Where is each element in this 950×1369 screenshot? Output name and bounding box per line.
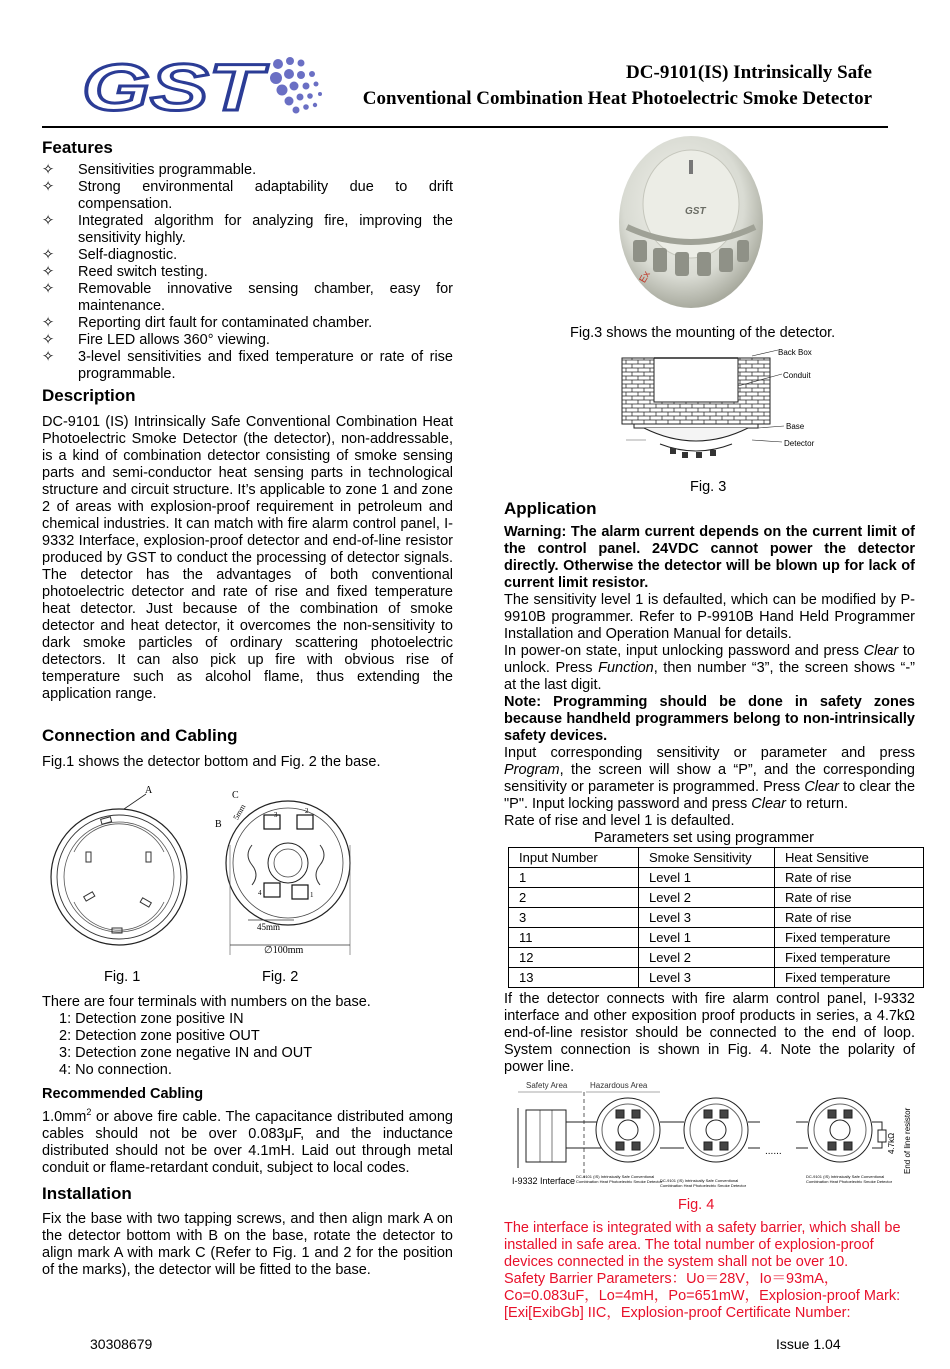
safety-barrier-params: Safety Barrier Parameters：Uo＝28V，Io＝93mA，Co=0.083uF，Lo=4mH，Po=651mW，Explosion-proof Mark: [Exi[ExibGb] IIC，Explosion-proof Certificate Number:	[504, 1271, 901, 1321]
features-heading: Features	[42, 138, 113, 157]
list-item: 2: Detection zone positive OUT	[59, 1028, 260, 1044]
fig3-caption: Fig.3 shows the mounting of the detector.	[570, 325, 836, 341]
connection-intro: Fig.1 shows the detector bottom and Fig. 2 the base.	[42, 754, 381, 770]
terminals-section	[42, 994, 453, 1279]
bullet-icon: ✧	[42, 281, 55, 297]
list-item: ✧ Fire LED allows 360° viewing.	[42, 332, 270, 348]
description-text: DC-9101 (IS) Intrinsically Safe Conventional Combination Heat Photoelectric Smoke Detector (the detector), non-addressable, is a kind of combination detector consisting of smoke sensing parts and semi-conductor heat sensing parts in technological structure and circuit structure. It’s applicable to zone 1 and zone 2 of areas with explosion-proof requirement in petroleum and chemical industries. It can match with fire alarm control panel, I-9332 Interface, explosion-proof detector and end-of-line resistor produced by GST to conduct the processing of detector signals. The detector has the advantages of both conventional photoelectric detector and rate of rise and fixed temperature heat detector. Just because of the combination of smoke detector and heat detector, it overcomes the non-sensitivity to dark smoke particles of ordinary scattering photoelectric detectors. It can also pick up fire with obvious rise of temperature such as alcohol flame, thus extending the application range.	[42, 414, 453, 702]
list-item: 3: Detection zone negative IN and OUT	[59, 1045, 313, 1061]
table-cell: Fixed temperature	[775, 968, 924, 988]
table-cell: 13	[509, 968, 639, 988]
table-row	[509, 868, 924, 888]
application-heading: Application	[504, 499, 597, 518]
fig3-label-detector: Detector	[784, 439, 815, 448]
table-cell: 3	[509, 908, 639, 928]
connection-heading: Connection and Cabling	[42, 726, 238, 745]
table-cell: Rate of rise	[775, 868, 924, 888]
params-table-caption: Parameters set using programmer	[594, 830, 814, 846]
bullet-icon: ✧	[42, 179, 55, 195]
list-item: 1: Detection zone positive IN	[59, 1011, 244, 1027]
bullet-icon: ✧	[42, 247, 55, 263]
table-cell: Rate of rise	[775, 908, 924, 928]
header-rule	[42, 126, 888, 128]
fig2-mark-b: B	[215, 819, 222, 830]
fig2-mark-c: C	[232, 790, 239, 801]
fig3-label: Fig. 3	[690, 479, 727, 495]
document-title	[363, 60, 872, 112]
table-header-cell: Input Number	[509, 848, 639, 868]
fig4-detector-1	[596, 1098, 660, 1162]
fig4-det2-label-1: DC-9101 (IS) Intrinsically Safe Conventional	[660, 1178, 739, 1183]
application-p1: The sensitivity level 1 is defaulted, which can be modified by P-9910B programmer. Refer to P-9910B Hand Held Programmer Installation and Operation Manual for details.	[504, 592, 915, 642]
fig4-hazardous-area: Hazardous Area	[590, 1081, 648, 1090]
fig4-det3-label-2: Combination Heat Photoelectric Smoke Detector	[806, 1179, 893, 1184]
application-note: Note: Programming should be done in safety zones because handheld programmers belong to non-intrinsically safety devices.	[504, 694, 915, 744]
fig4-safety-area: Safety Area	[526, 1081, 568, 1090]
fig4-interface-label: I-9332 Interface	[512, 1176, 576, 1186]
terminal-number-2: 2	[305, 807, 309, 815]
list-item: ✧ Reporting dirt fault for contaminated chamber.	[42, 315, 373, 331]
photo-brand-text: GST	[685, 206, 706, 217]
fig1-label: Fig. 1	[104, 969, 141, 985]
bullet-icon: ✧	[42, 332, 55, 348]
fig1-mark-a: A	[145, 785, 153, 796]
title-line-2: Conventional Combination Heat Photoelectric Smoke Detector	[362, 88, 872, 109]
photo-ex-text: Ex	[637, 269, 653, 285]
list-item: ✧ Removable innovative sensing chamber, easy for maintenance.	[42, 281, 453, 314]
table-cell: Fixed temperature	[775, 948, 924, 968]
table-cell: Level 1	[639, 868, 775, 888]
list-item: ✧ Sensitivities programmable.	[42, 162, 257, 178]
fig4-ellipsis: ......	[765, 1146, 782, 1157]
fig3-label-conduit: Conduit	[783, 371, 811, 380]
issue-number: Issue 1.04	[776, 1336, 841, 1352]
fig4-detector-2	[684, 1098, 748, 1162]
table-header-cell: Smoke Sensitivity	[639, 848, 775, 868]
table-cell: Level 1	[639, 928, 775, 948]
list-item: 4: No connection.	[59, 1062, 172, 1078]
features-section	[42, 137, 453, 383]
application-section	[504, 498, 915, 830]
safety-barrier-text: The interface is integrated with a safety barrier, which shall be installed in safe area. The total number of explosion-proof devices connected in the system shall not be over 10.	[504, 1220, 901, 1270]
terminals-intro: There are four terminals with numbers on the base.	[42, 994, 371, 1010]
fig4-system-diagram	[510, 1078, 920, 1190]
list-item: ✧ 3-level sensitivities and fixed temperature or rate of rise programmable.	[42, 349, 453, 382]
table-row	[509, 908, 924, 928]
connection-section	[42, 725, 453, 771]
safety-barrier-section	[504, 1220, 915, 1322]
bullet-icon: ✧	[42, 213, 55, 229]
table-cell: Level 3	[639, 968, 775, 988]
fig2-label: Fig. 2	[262, 969, 299, 985]
table-row	[509, 888, 924, 908]
application-p4: Rate of rise and level 1 is defaulted.	[504, 813, 735, 829]
bullet-icon: ✧	[42, 349, 55, 365]
fig4-detector-3	[808, 1098, 872, 1162]
fig2-dim-5mm: 5mm	[231, 802, 248, 822]
terminal-number-1: 1	[310, 891, 314, 899]
terminal-number-4: 4	[258, 889, 262, 897]
fig4-det2-label-2: Combination Heat Photoelectric Smoke Detector	[660, 1183, 747, 1188]
fig4-det1-label-2: Combination Heat Photoelectric Smoke Detector	[576, 1179, 663, 1184]
terminal-number-3: 3	[274, 811, 278, 819]
fig3-label-base: Base	[786, 422, 805, 431]
application-p3: Input corresponding sensitivity or parameter and press Program, the screen will show a “P”, and the corresponding sensitivity or parameter is programmed. Press Clear to clear the "P". Input locking password and press Clear to return.	[504, 745, 916, 812]
title-line-1: DC-9101(IS) Intrinsically Safe	[626, 62, 872, 83]
table-cell: Level 3	[639, 908, 775, 928]
fig3-mounting-diagram	[620, 344, 820, 472]
params-table	[508, 847, 924, 988]
fig4-det1-label-1: DC-9101 (IS) Intrinsically Safe Conventional	[576, 1174, 655, 1179]
table-cell: 12	[509, 948, 639, 968]
terminal-list	[42, 1011, 453, 1079]
fig4-resistor: 4.7kΩ	[887, 1132, 896, 1154]
cabling-text: $1.0mm^2$ or above fire cable. The capacitance distributed among cables should not be over 0.083μF, and the inductance distributed should not be over 4.1mH. Laid out through metal conduit or flame-retardant conduit, subject to local codes.	[42, 1107, 453, 1176]
table-cell: Rate of rise	[775, 888, 924, 908]
fig4-det3-label-1: DC-9101 (IS) Intrinsically Safe Conventional	[806, 1174, 885, 1179]
application-warning: Warning: The alarm current depends on the current limit of the control panel. 24VDC cannot power the detector directly. Otherwise the detector will be blown up for lack of current limit resistor.	[504, 524, 915, 591]
table-cell: Level 2	[639, 948, 775, 968]
fig4-label: Fig. 4	[678, 1197, 715, 1213]
fig4-end-of-line: End of line resistor	[903, 1107, 912, 1174]
table-cell: Fixed temperature	[775, 928, 924, 948]
application-p2: In power-on state, input unlocking password and press Clear to unlock. Press Function, then number “3”, the screen shows “-” at the last digit.	[504, 643, 915, 693]
table-header-cell: Heat Sensitive	[775, 848, 924, 868]
installation-text: Fix the base with two tapping screws, and then align mark A on the detector bottom with B on the base, rotate the detector to align mark A with mark C (Refer to Fig. 1 and 2 for the position of the marks), the detector will be fitted to the base.	[42, 1211, 453, 1278]
bullet-icon: ✧	[42, 264, 55, 280]
table-cell: 11	[509, 928, 639, 948]
doc-number: 30308679	[90, 1336, 153, 1352]
fig1-detector-bottom	[46, 782, 196, 952]
installation-heading: Installation	[42, 1184, 132, 1203]
cabling-heading: Recommended Cabling	[42, 1086, 204, 1102]
list-item: ✧ Self-diagnostic.	[42, 247, 178, 263]
detector-photo	[617, 132, 765, 310]
logo-dots-icon	[270, 57, 322, 114]
gst-logo	[82, 52, 330, 122]
bullet-icon: ✧	[42, 162, 55, 178]
table-cell: 1	[509, 868, 639, 888]
fig3-label-back-box: Back Box	[778, 348, 812, 357]
fig2-dim-45mm: 45mm	[257, 922, 281, 932]
table-row	[509, 928, 924, 948]
features-list	[42, 162, 453, 383]
table-header-row	[509, 848, 924, 868]
table-row	[509, 948, 924, 968]
logo-text: GST	[82, 52, 269, 122]
description-section	[42, 385, 453, 703]
list-item: ✧ Strong environmental adaptability due to drift compensation.	[42, 179, 453, 212]
table-row	[509, 968, 924, 988]
table-cell: Level 2	[639, 888, 775, 908]
description-heading: Description	[42, 386, 136, 405]
list-item: ✧ Integrated algorithm for analyzing fire, improving the sensitivity highly.	[42, 213, 453, 246]
fig2-dim-100mm: ∅100mm	[264, 945, 304, 956]
list-item: ✧ Reed switch testing.	[42, 264, 208, 280]
fig2-base	[212, 785, 357, 957]
system-connection-text: If the detector connects with fire alarm control panel, I-9332 interface and other exposition proof products in series, a 4.7kΩ end-of-line resistor should be connected to the end of loop. System connection is shown in Fig. 4. Note the polarity of power line.	[504, 991, 915, 1075]
bullet-icon: ✧	[42, 315, 55, 331]
table-cell: 2	[509, 888, 639, 908]
